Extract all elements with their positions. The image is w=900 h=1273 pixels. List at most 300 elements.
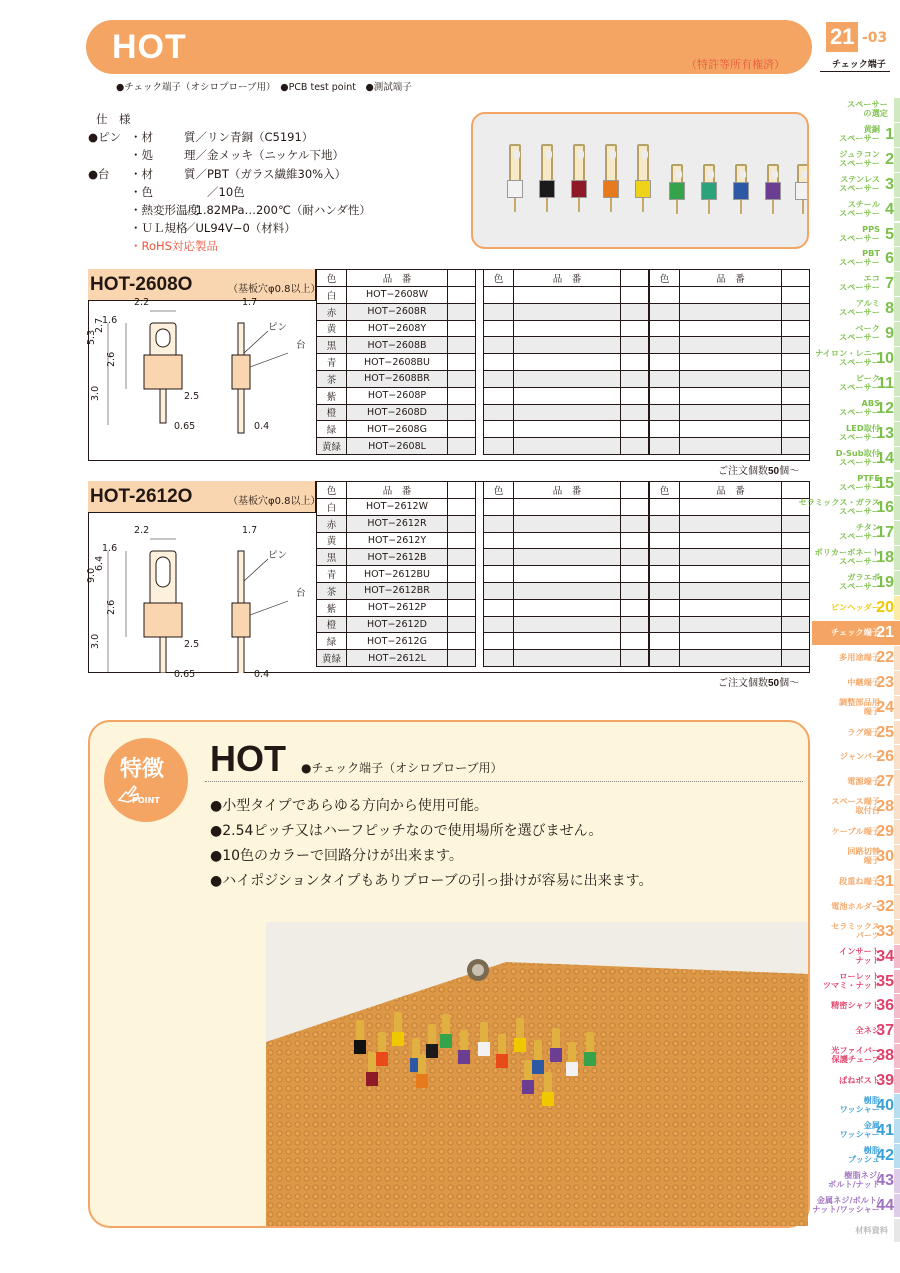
table-row (484, 287, 649, 304)
cell-part-number (514, 599, 621, 616)
cell-color (650, 549, 680, 566)
sidebar-item-label: D-Sub取付 スペーサー (835, 447, 880, 467)
sidebar-item-number: 3 (885, 175, 894, 193)
cell-color: 茶 (317, 370, 347, 387)
dimension-label: ピン (268, 322, 288, 333)
cell-part-number: HOT−2612Y (347, 532, 448, 549)
sidebar-item[interactable] (812, 895, 900, 919)
table-header-color: 色 (650, 270, 680, 287)
table-row (484, 370, 649, 387)
spec-value: 理／金メッキ（ニッケル下地） (184, 148, 344, 163)
spec-group: ●ピン (88, 130, 122, 145)
sidebar-item[interactable] (812, 397, 900, 421)
cell-part-number (514, 549, 621, 566)
sidebar-item-number: 23 (876, 673, 894, 691)
sidebar-item-label: 電池ホルダー (831, 900, 880, 911)
sidebar-item-number: 12 (876, 399, 894, 417)
cell-part-number (514, 616, 621, 633)
dimension-label: 2.6 (106, 351, 117, 367)
spec-rows (88, 128, 371, 255)
cell-part-number (680, 515, 782, 532)
cell-part-number (680, 303, 782, 320)
sidebar-item-label: ABS スペーサー (839, 397, 880, 417)
sidebar-item-label: ナイロン・レニー スペーサー (815, 348, 880, 367)
table-row (317, 337, 476, 354)
order-qty: 50 (768, 678, 780, 689)
cell-color: 青 (317, 354, 347, 371)
sidebar-item[interactable] (812, 521, 900, 545)
sidebar-item[interactable] (812, 297, 900, 321)
sidebar-item-number: 14 (876, 449, 894, 467)
table-row (650, 421, 810, 438)
sidebar-item[interactable] (812, 223, 900, 247)
table-row (484, 337, 649, 354)
cell-blank (448, 337, 476, 354)
sidebar-item[interactable] (812, 322, 900, 346)
patent-note: （特許等所有権済） (686, 58, 785, 71)
sidebar-item-number: 18 (876, 549, 894, 567)
table-row (317, 320, 476, 337)
dimension-label: 0.4 (254, 421, 270, 432)
sidebar-item-number: 32 (876, 897, 894, 915)
sidebar-item-label: 金属 ワッシャー (839, 1119, 880, 1139)
dimension-label: 2.5 (184, 391, 200, 402)
cell-part-number: HOT−2612W (347, 499, 448, 516)
cell-blank (782, 599, 810, 616)
table-header-blank (621, 270, 649, 287)
table-row (317, 650, 476, 667)
section-model-name: HOT-2608O (90, 274, 193, 295)
table-row (484, 650, 649, 667)
cell-blank (782, 549, 810, 566)
cell-blank (621, 387, 649, 404)
cell-part-number (514, 566, 621, 583)
sidebar-item[interactable] (812, 372, 900, 396)
table-row (484, 582, 649, 599)
cell-color: 黒 (317, 337, 347, 354)
table-row (317, 438, 476, 455)
cell-blank (621, 404, 649, 421)
cell-color: 橙 (317, 404, 347, 421)
cell-part-number: HOT−2612G (347, 633, 448, 650)
sidebar-item-number: 36 (876, 997, 894, 1015)
dimension-label: 1.6 (102, 543, 118, 554)
table-row (484, 549, 649, 566)
cell-color (484, 320, 514, 337)
cell-blank (782, 387, 810, 404)
cell-part-number (514, 320, 621, 337)
cell-blank (448, 633, 476, 650)
sidebar-item-number: 17 (876, 524, 894, 542)
board-pin (440, 1014, 452, 1056)
cell-blank (621, 582, 649, 599)
cell-blank (448, 650, 476, 667)
cell-part-number: HOT−2608B (347, 337, 448, 354)
spec-group (88, 201, 130, 219)
table-row (484, 532, 649, 549)
sidebar-item-label: スペーサー の選定 (847, 99, 888, 118)
cell-part-number: HOT−2608D (347, 404, 448, 421)
cell-blank (782, 404, 810, 421)
cell-part-number (514, 582, 621, 599)
dimension-label: 0.65 (174, 669, 196, 680)
cell-part-number (680, 599, 782, 616)
sidebar-item[interactable] (798, 496, 900, 520)
spec-group (88, 146, 130, 164)
table-row (317, 566, 476, 583)
cell-blank (621, 287, 649, 304)
table-row (317, 633, 476, 650)
cell-blank (782, 616, 810, 633)
spec-value: ／1.82MPa…200℃（耐ハンダ性） (184, 203, 371, 218)
cell-color (484, 370, 514, 387)
feature-subtitle: ●チェック端子（オシロプローブ用） (301, 761, 503, 775)
cell-blank (448, 287, 476, 304)
table-row (650, 599, 810, 616)
table-row (650, 532, 810, 549)
sidebar-item[interactable] (812, 571, 900, 595)
spec-group (88, 219, 130, 237)
sidebar-item[interactable] (812, 1144, 900, 1168)
cell-blank (621, 438, 649, 455)
cell-part-number (514, 303, 621, 320)
cell-part-number: HOT−2612B (347, 549, 448, 566)
sidebar-item[interactable] (812, 1119, 900, 1143)
sidebar-item[interactable] (812, 646, 900, 670)
sidebar-item-number: 27 (876, 773, 894, 791)
cell-color (650, 404, 680, 421)
sidebar-item[interactable] (812, 596, 900, 620)
cell-part-number (680, 566, 782, 583)
sidebar-item[interactable] (812, 1069, 900, 1093)
cell-part-number (514, 499, 621, 516)
cell-part-number: HOT−2612P (347, 599, 448, 616)
board-pin (416, 1054, 428, 1096)
table-row (650, 337, 810, 354)
dimension-label: 2.7 (94, 317, 105, 333)
cell-part-number (514, 337, 621, 354)
cell-color: 紫 (317, 387, 347, 404)
sidebar-item[interactable] (812, 770, 900, 794)
cell-blank (621, 515, 649, 532)
dimension-label: ピン (268, 550, 288, 561)
table-row (484, 320, 649, 337)
sidebar-item-number: 19 (876, 574, 894, 592)
sidebar-item[interactable] (812, 920, 900, 944)
cell-blank (448, 404, 476, 421)
sidebar-item-label: セラミックス・ガラス スペーサー (798, 497, 880, 517)
sidebar-item-label: スチール スペーサー (839, 198, 880, 218)
cell-part-number (680, 337, 782, 354)
table-row (650, 650, 810, 667)
sidebar-item[interactable] (812, 845, 900, 869)
table-row (650, 287, 810, 304)
sidebar-item-label: ケーブル端子 (831, 826, 880, 837)
sidebar-item[interactable] (812, 795, 900, 819)
table-row (317, 599, 476, 616)
sidebar-item[interactable] (812, 745, 900, 769)
sidebar-item[interactable] (812, 98, 900, 122)
dimension-label: 3.0 (90, 385, 101, 401)
cell-color (650, 438, 680, 455)
dimension-label: 2.2 (134, 525, 150, 536)
cell-part-number (514, 287, 621, 304)
cell-part-number (514, 387, 621, 404)
section-model-name: HOT-2612O (90, 486, 193, 507)
sidebar-item[interactable] (812, 1044, 900, 1068)
spec-value: 質／リン青銅（C5191） (184, 130, 314, 145)
sidebar-item[interactable] (812, 247, 900, 271)
spec-block (88, 110, 371, 256)
sidebar-item[interactable] (812, 148, 900, 172)
cell-part-number: HOT−2608W (347, 287, 448, 304)
cell-blank (448, 582, 476, 599)
sidebar-item[interactable] (812, 721, 900, 745)
sidebar-item-label: 樹脂 ワッシャー (839, 1095, 880, 1114)
cell-part-number (680, 438, 782, 455)
table-header-part: 品 番 (347, 482, 448, 499)
cell-part-number: HOT−2608BU (347, 354, 448, 371)
sidebar-item-label: ステンレス スペーサー (839, 173, 880, 193)
dimension-label: 5.3 (86, 329, 97, 345)
cell-color (484, 438, 514, 455)
table-header-part: 品 番 (347, 270, 448, 287)
sidebar-item[interactable] (812, 447, 900, 471)
sidebar-item[interactable] (812, 546, 900, 570)
table-row (317, 532, 476, 549)
cell-color (650, 370, 680, 387)
cell-blank (448, 599, 476, 616)
cell-part-number: HOT−2612R (347, 515, 448, 532)
spec-value: ／UL94V−0（材料） (184, 221, 296, 236)
cell-color (650, 633, 680, 650)
cell-color (484, 650, 514, 667)
cell-color (484, 549, 514, 566)
cell-blank (782, 421, 810, 438)
cell-part-number (680, 549, 782, 566)
table-header-blank (782, 482, 810, 499)
sidebar-item[interactable] (812, 272, 900, 296)
cell-blank (621, 599, 649, 616)
table-row (484, 633, 649, 650)
sidebar-item[interactable] (812, 198, 900, 222)
part-number-table (483, 481, 649, 667)
sidebar-item-number: 29 (876, 823, 894, 841)
sidebar-item[interactable] (812, 1194, 900, 1218)
table-row (650, 404, 810, 421)
cell-blank (621, 320, 649, 337)
table-header-part: 品 番 (514, 482, 621, 499)
table-row (317, 303, 476, 320)
dimension-label: 6.4 (94, 555, 105, 571)
cell-color (650, 616, 680, 633)
feature-divider (205, 781, 803, 782)
page-subnumber: -03 (862, 30, 888, 46)
sidebar-item[interactable] (812, 1169, 900, 1193)
sidebar-item-label: 樹脂 ブッシュ (847, 1144, 880, 1164)
sidebar-item[interactable] (812, 347, 900, 371)
sidebar-item-label: インサート ナット (839, 945, 880, 965)
cell-part-number (680, 320, 782, 337)
sidebar-item-label: 黄銅 スペーサー (839, 123, 880, 143)
sidebar-item-number: 10 (876, 350, 894, 367)
sidebar-item-number: 31 (876, 872, 894, 890)
sidebar-item-number: 26 (876, 748, 894, 766)
dimension-label: 1.7 (242, 297, 258, 308)
sidebar-item[interactable] (812, 1019, 900, 1043)
cell-blank (782, 287, 810, 304)
cell-color (484, 337, 514, 354)
spec-row (88, 237, 371, 255)
sidebar-item-number: 4 (885, 200, 894, 218)
cell-blank (621, 370, 649, 387)
order-unit: 個〜 (779, 678, 800, 689)
cell-part-number (514, 633, 621, 650)
board-pin (542, 1072, 554, 1114)
cell-blank (448, 303, 476, 320)
sidebar-item-number: 28 (876, 798, 894, 816)
cell-part-number (680, 370, 782, 387)
table-header-color: 色 (484, 270, 514, 287)
cell-part-number: HOT−2608G (347, 421, 448, 438)
sidebar-item-label: アルミ スペーサー (839, 298, 880, 318)
cell-part-number (514, 404, 621, 421)
table-row (650, 582, 810, 599)
cell-blank (621, 633, 649, 650)
spec-row (88, 146, 371, 164)
cell-blank (782, 582, 810, 599)
sidebar-item-label: 全ネジ (855, 1025, 880, 1036)
sidebar-item-number: 22 (876, 648, 894, 666)
page-number: 21 (826, 22, 858, 52)
sidebar-item-label: 段重ね端子 (839, 875, 880, 886)
cell-blank (448, 370, 476, 387)
cell-color (484, 599, 514, 616)
spec-group (88, 183, 130, 201)
cell-part-number (514, 421, 621, 438)
cell-color: 黄緑 (317, 438, 347, 455)
sidebar-item-number: 43 (876, 1171, 894, 1189)
cell-color: 赤 (317, 515, 347, 532)
table-row (317, 582, 476, 599)
cell-color (484, 532, 514, 549)
dimension-label: 2.6 (106, 599, 117, 615)
cell-color (484, 633, 514, 650)
sidebar-item[interactable] (812, 472, 900, 496)
table-header-color: 色 (317, 482, 347, 499)
sidebar-item[interactable] (812, 123, 900, 147)
spec-item: ・処 (130, 148, 176, 163)
cell-blank (621, 354, 649, 371)
table-header-blank (782, 270, 810, 287)
table-row (650, 354, 810, 371)
sidebar-item-number: 37 (876, 1022, 894, 1040)
section-hole-note: （基板穴φ0.8以上） (228, 284, 321, 295)
part-number-table (316, 481, 476, 667)
sidebar-item[interactable] (812, 970, 900, 994)
cell-color: 緑 (317, 421, 347, 438)
sidebar-item[interactable] (812, 1094, 900, 1118)
sidebar-item-label: 中継端子 (847, 676, 880, 687)
cell-part-number: HOT−2608BR (347, 370, 448, 387)
sidebar-item-label: ジュラコン スペーサー (839, 148, 880, 168)
table-row (317, 354, 476, 371)
sidebar-item[interactable] (812, 945, 900, 969)
sidebar-item[interactable] (812, 870, 900, 894)
cell-part-number (514, 438, 621, 455)
sidebar-item-label: PBT スペーサー (839, 248, 880, 268)
table-row (317, 549, 476, 566)
product-subtitle: ●チェック端子（オシロプローブ用） ●PCB test point ●測試端子 (116, 82, 412, 93)
cell-color: 黄 (317, 320, 347, 337)
cell-blank (448, 320, 476, 337)
spec-heading: 仕 様 (96, 112, 131, 126)
sidebar-item[interactable] (812, 1219, 900, 1243)
sidebar-item-label: ローレット ツマミ・ナット (822, 970, 880, 990)
application-photo (266, 922, 808, 1226)
table-row (317, 499, 476, 516)
cell-color (484, 499, 514, 516)
cell-part-number: HOT−2612D (347, 616, 448, 633)
sidebar-item-number: 35 (876, 972, 894, 990)
board-pin (354, 1020, 366, 1062)
table-row (317, 421, 476, 438)
sidebar-item-number: 16 (876, 499, 894, 517)
spec-row (88, 183, 371, 201)
sidebar-item-label: チタン スペーサー (839, 522, 880, 542)
sidebar-item-number: 11 (877, 374, 894, 392)
table-row (650, 438, 810, 455)
spec-row (88, 128, 371, 146)
table-header-color: 色 (317, 270, 347, 287)
cell-color (650, 599, 680, 616)
cell-part-number (680, 387, 782, 404)
cell-part-number (680, 354, 782, 371)
cell-blank (621, 616, 649, 633)
sidebar-item-number: 9 (885, 325, 894, 343)
feature-badge-point: POINT (132, 796, 160, 805)
sidebar-item-number: 24 (876, 698, 894, 716)
cell-color (484, 616, 514, 633)
cell-color: 緑 (317, 633, 347, 650)
table-row (484, 515, 649, 532)
sidebar-item[interactable] (812, 820, 900, 844)
order-quantity-note (718, 674, 799, 689)
sidebar-item[interactable] (812, 994, 900, 1018)
sidebar-item-number: 39 (876, 1072, 894, 1090)
sidebar-item-label: ジャンパー (839, 751, 880, 762)
sidebar-item[interactable] (812, 422, 900, 446)
sidebar-item[interactable] (812, 671, 900, 695)
sidebar-item[interactable] (812, 173, 900, 197)
cell-blank (782, 303, 810, 320)
sidebar-item-label: 光ファイバー 保護チューブ (831, 1045, 880, 1065)
dimension-drawing (88, 513, 316, 673)
cell-part-number (680, 421, 782, 438)
sidebar-item-number: 42 (876, 1146, 894, 1164)
table-header-blank (621, 482, 649, 499)
cell-part-number (514, 532, 621, 549)
sidebar-item[interactable] (812, 696, 900, 720)
cell-color (650, 515, 680, 532)
table-row (650, 370, 810, 387)
table-header-blank (448, 270, 476, 287)
cell-blank (448, 515, 476, 532)
cell-part-number (680, 633, 782, 650)
table-row (317, 370, 476, 387)
sidebar-item[interactable] (812, 621, 900, 645)
cell-color (650, 582, 680, 599)
